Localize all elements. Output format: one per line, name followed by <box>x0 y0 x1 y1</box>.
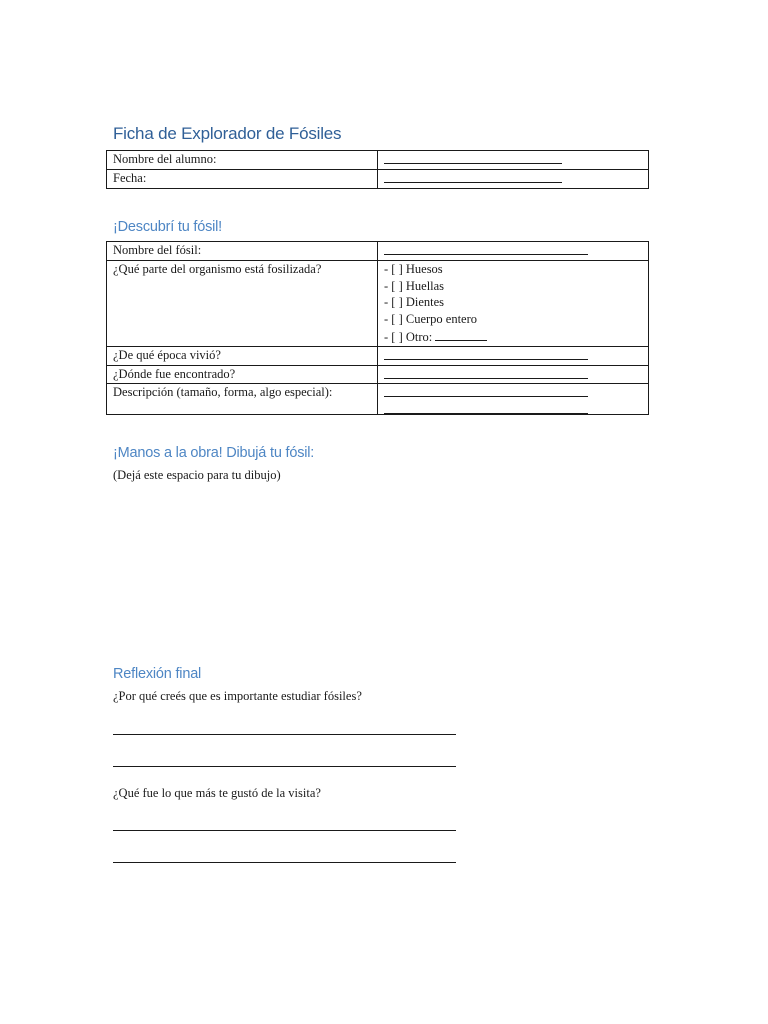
fossil-name-label: Nombre del fósil: <box>107 242 378 261</box>
fossil-part-label: ¿Qué parte del organismo está fosilizada? <box>107 260 378 346</box>
fossil-section-title: ¡Descubrí tu fósil! <box>113 219 223 235</box>
reflection-question-2: ¿Qué fue lo que más te gustó de la visita? <box>113 786 321 800</box>
table-row <box>107 169 649 188</box>
reflection-question-1: ¿Por qué creés que es importante estudiar fósiles? <box>113 689 362 703</box>
blank-line <box>384 151 562 164</box>
blank-line <box>384 401 588 414</box>
option-cuerpo-entero[interactable]: - [ ] Cuerpo entero <box>384 312 478 327</box>
table-row <box>107 260 649 346</box>
option-huesos[interactable]: - [ ] Huesos <box>384 261 443 276</box>
date-label: Fecha: <box>107 169 378 188</box>
table-row <box>107 242 649 261</box>
epoch-label: ¿De qué época vivió? <box>107 346 378 365</box>
blank-line <box>384 347 588 360</box>
page-title: Ficha de Explorador de Fósiles <box>113 124 342 143</box>
table-row <box>107 384 649 415</box>
date-field[interactable] <box>378 169 649 188</box>
description-field[interactable] <box>378 384 649 415</box>
fossil-name-field[interactable] <box>378 242 649 261</box>
student-name-label: Nombre del alumno: <box>107 151 378 170</box>
option-dientes[interactable]: - [ ] Dientes <box>384 295 445 310</box>
drawing-area[interactable] <box>113 490 649 650</box>
place-field[interactable] <box>378 365 649 384</box>
answer-line[interactable] <box>113 862 456 863</box>
drawing-section-title: ¡Manos a la obra! Dibujá tu fósil: <box>113 445 315 461</box>
fossil-info-table <box>106 241 649 415</box>
student-name-field[interactable] <box>378 151 649 170</box>
student-info-table <box>106 150 649 189</box>
epoch-field[interactable] <box>378 346 649 365</box>
fossil-part-options <box>378 260 649 346</box>
other-blank-line[interactable] <box>435 328 487 341</box>
option-otro[interactable] <box>384 328 642 346</box>
answer-line[interactable] <box>113 734 456 735</box>
table-row <box>107 346 649 365</box>
table-row <box>107 365 649 384</box>
place-label: ¿Dónde fue encontrado? <box>107 365 378 384</box>
reflection-section-title: Reflexión final <box>113 666 202 682</box>
blank-line <box>384 242 588 255</box>
answer-line[interactable] <box>113 766 456 767</box>
drawing-note: (Dejá este espacio para tu dibujo) <box>113 468 281 482</box>
option-otro-label: - [ ] Otro: <box>384 329 433 344</box>
table-row <box>107 151 649 170</box>
option-huellas[interactable]: - [ ] Huellas <box>384 278 445 293</box>
answer-line[interactable] <box>113 830 456 831</box>
blank-line <box>384 366 588 379</box>
blank-line <box>384 384 588 397</box>
blank-line <box>384 170 562 183</box>
description-label: Descripción (tamaño, forma, algo especial): <box>107 384 378 415</box>
